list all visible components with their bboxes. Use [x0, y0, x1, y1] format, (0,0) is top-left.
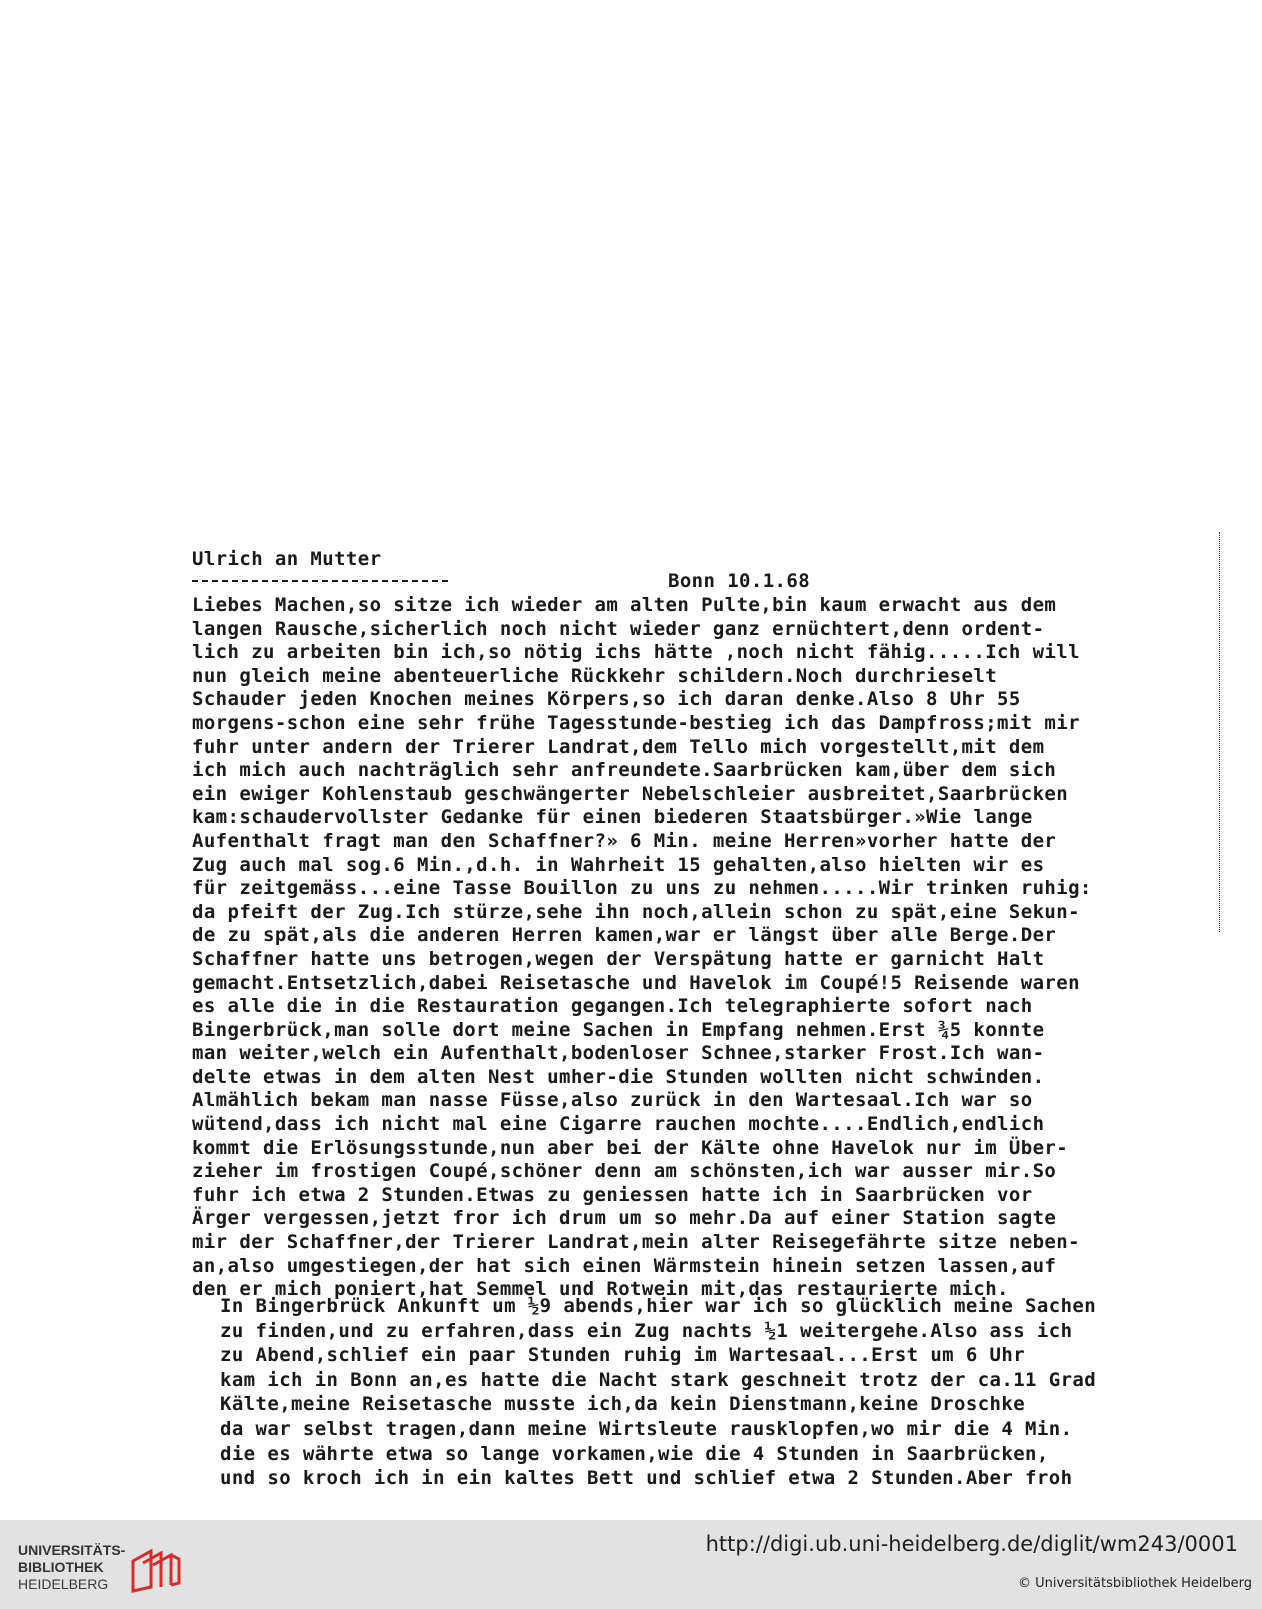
paragraph-1-line: man weiter,welch ein Aufenthalt,bodenloser Schnee,starker Frost.Ich wan- — [192, 1042, 1045, 1065]
paragraph-1-line: mir der Schaffner,der Trierer Landrat,mein alter Reisegefährte sitze neben- — [192, 1231, 1080, 1254]
heading-underline — [192, 580, 448, 582]
paragraph-1-line: für zeitgemäss...eine Tasse Bouillon zu uns zu nehmen.....Wir trinken ruhig: — [192, 877, 1092, 900]
paragraph-1-line: den er mich poniert,hat Semmel und Rotwein mit,das restaurierte mich. — [192, 1278, 1009, 1301]
paragraph-1-line: Almählich bekam man nasse Füsse,also zurück in den Wartesaal.Ich war so — [192, 1089, 1033, 1112]
letter-date: Bonn 10.1.68 — [668, 570, 811, 592]
paragraph-1-line: zieher im frostigen Coupé,schöner denn am schönsten,ich war ausser mir.So — [192, 1160, 1057, 1183]
paragraph-1-line: Liebes Machen,so sitze ich wieder am alten Pulte,bin kaum erwacht aus dem — [192, 594, 1057, 616]
paragraph-1-line: fuhr ich etwa 2 Stunden.Etwas zu geniessen hatte ich in Saarbrücken vor — [192, 1183, 1033, 1206]
library-logo[interactable] — [18, 1542, 183, 1593]
paragraph-1-line: da pfeift der Zug.Ich stürze,sehe ihn noch,allein schon zu spät,eine Sekun- — [192, 900, 1080, 923]
paragraph-1-line: de zu spät,als die anderen Herren kamen,war er längst über alle Berge.Der — [192, 924, 1057, 947]
library-logo-icon — [129, 1543, 183, 1593]
paragraph-1-line: ich mich auch nachträglich sehr anfreundete.Saarbrücken kam,über dem sich — [192, 759, 1057, 782]
paragraph-1-line: kam:schaudervollster Gedanke für einen biederen Staatsbürger.»Wie lange — [192, 806, 1033, 829]
logo-line-3: HEIDELBERG — [18, 1576, 109, 1592]
paragraph-1-line: kommt die Erlösungsstunde,nun aber bei der Kälte ohne Havelok nur im Über- — [192, 1136, 1069, 1159]
paragraph-1-line: Schauder jeden Knochen meines Körpers,so ich daran denke.Also 8 Uhr 55 — [192, 688, 1021, 711]
copyright-notice: © Universitätsbibliothek Heidelberg — [1017, 1576, 1252, 1591]
paragraph-1-line: wütend,dass ich nicht mal eine Cigarre rauchen mochte....Endlich,endlich — [192, 1113, 1045, 1136]
paragraph-1-line: es alle die in die Restauration gegangen.Ich telegraphierte sofort nach — [192, 995, 1033, 1018]
paragraph-1-line: Zug auch mal sog.6 Min.,d.h. in Wahrheit 15 gehalten,also hielten wir es — [192, 853, 1045, 876]
letter-heading: Ulrich an Mutter — [192, 548, 382, 570]
letter-paragraph-2 — [220, 1294, 1096, 1491]
paragraph-2-line: In Bingerbrück Ankunft um ½9 abends,hier war ich so glücklich meine Sachen — [220, 1295, 1097, 1317]
paragraph-1-line: ein ewiger Kohlenstaub geschwängerter Nebelschleier ausbreitet,Saarbrücken — [192, 782, 1069, 805]
paragraph-1-line: Aufenthalt fragt man den Schaffner?» 6 Min. meine Herren»vorher hatte der — [192, 829, 1057, 852]
paragraph-1-line: gemacht.Entsetzlich,dabei Reisetasche und Havelok im Coupé!5 Reisende waren — [192, 971, 1080, 994]
margin-mark — [1219, 532, 1222, 932]
permalink-url[interactable]: http://digi.ub.uni-heidelberg.de/diglit/wm243/0001 — [705, 1532, 1238, 1556]
paragraph-1-line: Bingerbrück,man solle dort meine Sachen in Empfang nehmen.Erst ¾5 konnte — [192, 1018, 1045, 1041]
paragraph-1-line: fuhr unter andern der Trierer Landrat,dem Tello mich vorgestellt,mit dem — [192, 735, 1045, 758]
paragraph-1-line: lich zu arbeiten bin ich,so nötig ichs hätte ,noch nicht fähig.....Ich will — [192, 641, 1080, 664]
paragraph-2-line: die es währte etwa so lange vorkamen,wie die 4 Stunden in Saarbrücken, — [220, 1442, 1049, 1465]
paragraph-1-line: langen Rausche,sicherlich noch nicht wieder ganz ernüchtert,denn ordent- — [192, 617, 1045, 640]
paragraph-2-line: Kälte,meine Reisetasche musste ich,da kein Dienstmann,keine Droschke — [220, 1393, 1026, 1416]
paragraph-2-line: kam ich in Bonn an,es hatte die Nacht stark geschneit trotz der ca.11 Grad — [220, 1368, 1097, 1391]
paragraph-1-line: Schaffner hatte uns betrogen,wegen der Verspätung hatte er garnicht Halt — [192, 947, 1045, 970]
footer-bar — [0, 1520, 1262, 1609]
letter-paragraph-1 — [192, 594, 1092, 1302]
paragraph-1-line: morgens-schon eine sehr frühe Tagesstunde-bestieg ich das Dampfross;mit mir — [192, 711, 1080, 734]
paragraph-1-line: an,also umgestiegen,der hat sich einen Wärmstein hinein setzen lassen,auf — [192, 1254, 1057, 1277]
logo-line-2: BIBLIOTHEK — [18, 1559, 104, 1575]
paragraph-2-line: zu Abend,schlief ein paar Stunden ruhig im Wartesaal...Erst um 6 Uhr — [220, 1344, 1026, 1367]
paragraph-1-line: delte etwas in dem alten Nest umher-die Stunden wollten nicht schwinden. — [192, 1065, 1045, 1088]
logo-line-1: UNIVERSITÄTS- — [18, 1542, 126, 1558]
library-logo-text — [18, 1542, 125, 1593]
paragraph-2-line: da war selbst tragen,dann meine Wirtsleute rausklopfen,wo mir die 4 Min. — [220, 1417, 1073, 1440]
paragraph-1-line: Ärger vergessen,jetzt fror ich drum um so mehr.Da auf einer Station sagte — [192, 1207, 1057, 1230]
paragraph-2-line: zu finden,und zu erfahren,dass ein Zug nachts ½1 weitergehe.Also ass ich — [220, 1319, 1073, 1342]
paragraph-2-line: und so kroch ich in ein kaltes Bett und schlief etwa 2 Stunden.Aber froh — [220, 1467, 1073, 1490]
paragraph-1-line: nun gleich meine abenteuerliche Rückkehr schildern.Noch durchrieselt — [192, 664, 998, 687]
